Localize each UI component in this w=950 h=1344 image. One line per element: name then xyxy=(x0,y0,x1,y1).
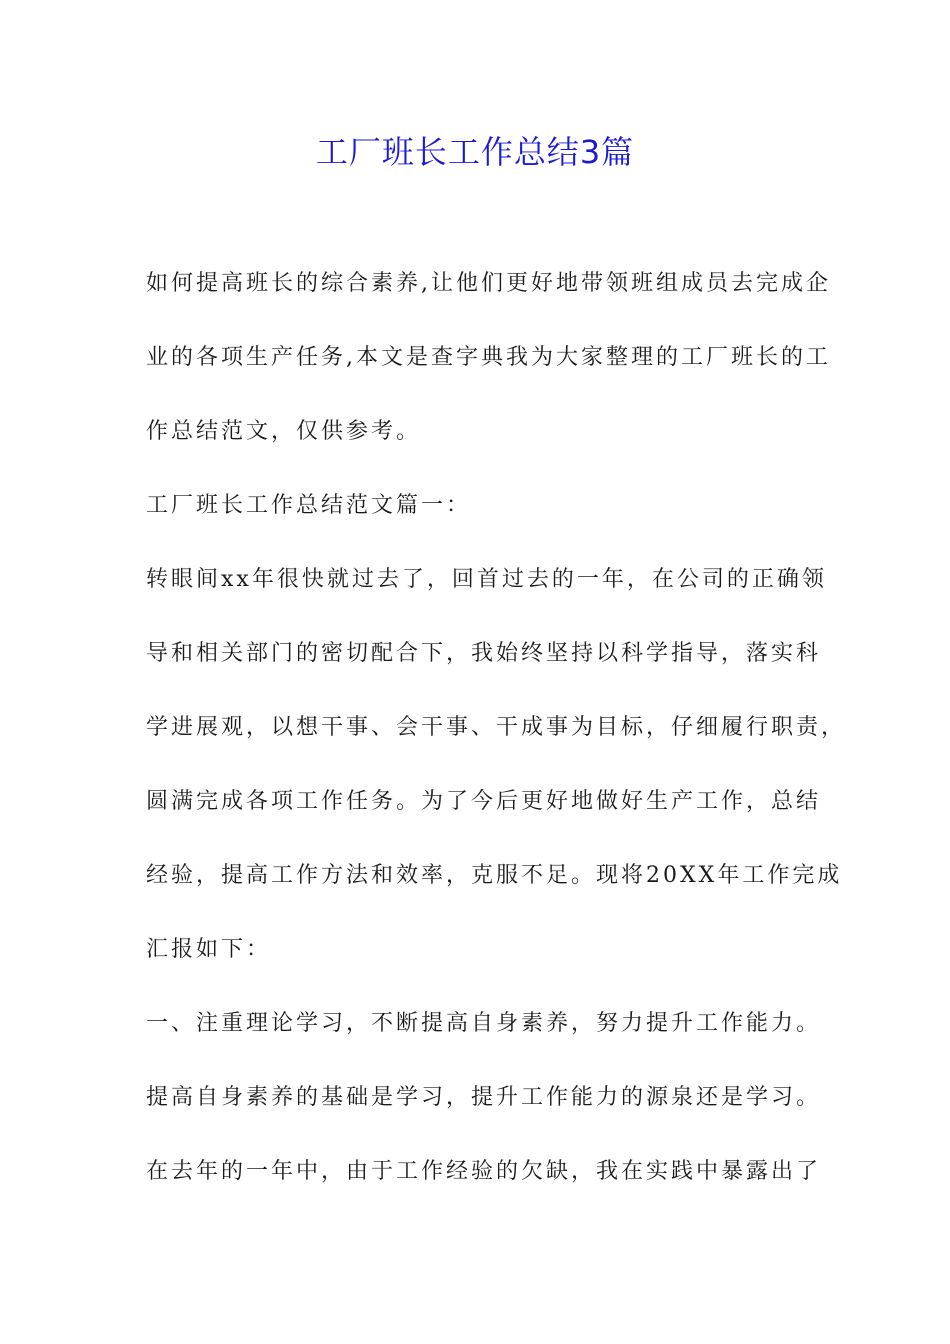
body-line: 经验，提高工作方法和效率，克服不足。现将20XX年工作完成 xyxy=(146,863,843,888)
body-line: 提高自身素养的基础是学习，提升工作能力的源泉还是学习。 xyxy=(146,1085,822,1110)
document-body xyxy=(146,262,847,1224)
body-line: 如何提高班长的综合素养,让他们更好地带领班组成员去完成企 xyxy=(146,271,831,296)
body-line: 汇报如下： xyxy=(146,937,272,962)
section-heading: 工厂班长工作总结范文篇一： xyxy=(146,493,472,518)
body-line: 圆满完成各项工作任务。为了今后更好地做好生产工作，总结 xyxy=(146,789,822,814)
body-line: 在去年的一年中，由于工作经验的欠缺，我在实践中暴露出了 xyxy=(146,1159,822,1184)
body-line: 转眼间xx年很快就过去了，回首过去的一年，在公司的正确领 xyxy=(146,567,827,592)
body-line: 导和相关部门的密切配合下，我始终坚持以科学指导，落实科 xyxy=(146,641,822,666)
subsection-heading: 一、注重理论学习，不断提高自身素养，努力提升工作能力。 xyxy=(146,1011,822,1036)
body-line: 作总结范文，仅供参考。 xyxy=(146,419,422,444)
body-line: 学进展观，以想干事、会干事、干成事为目标，仔细履行职责， xyxy=(146,715,847,740)
document-title: 工厂班长工作总结3篇 xyxy=(315,133,635,171)
body-line: 业的各项生产任务,本文是查字典我为大家整理的工厂班长的工 xyxy=(146,345,831,370)
